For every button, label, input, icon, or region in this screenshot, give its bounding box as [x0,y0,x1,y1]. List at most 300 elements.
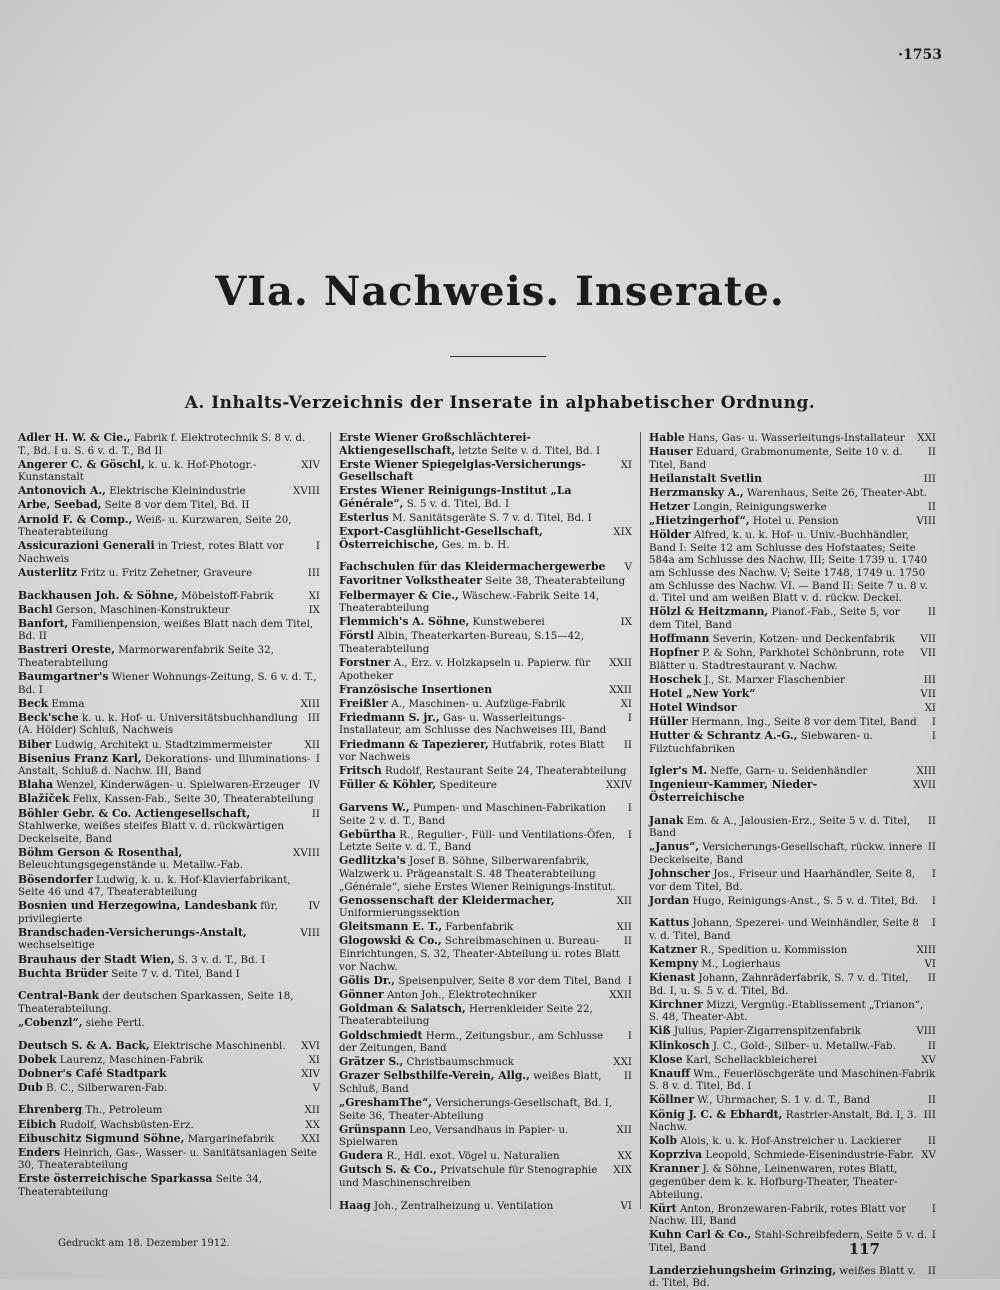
index-entry [649,473,936,486]
entry-volume: XI [620,458,632,471]
entry-name: Goldschmiedt [339,1028,423,1042]
entry-text: Margarinefabrik [184,1132,274,1145]
entry-name: Export-Casglühlicht-Gesellschaft, Österreichische, [339,525,543,551]
entry-volume: II [927,606,936,619]
entry-volume: XI [924,701,936,714]
index-entry [649,1040,936,1053]
entry-name: Genossenschaft der Kleidermacher, [339,893,555,907]
entry-name: Johnscher [649,866,711,880]
entry-name: Kürt [649,1201,677,1215]
entry-volume: I [931,894,936,907]
entry-volume: XII [616,1123,632,1136]
index-entry [649,730,936,755]
entry-text: J. C., Gold-, Silber- u. Metallw.-Fab. [709,1039,896,1052]
index-entry [649,958,936,971]
index-entry [339,855,632,893]
index-entry [18,753,320,778]
entry-name: „GreshamThe“, [339,1096,433,1109]
entry-volume: XXII [609,657,632,669]
entry-name: Buchta Brüder [18,966,108,980]
entry-text: Möbelstoff-Fabrik [177,589,274,602]
entry-text: S. 3 v. d. T., Bd. I [174,953,266,966]
entry-volume: I [931,730,936,743]
entry-name: Knauff [649,1066,690,1080]
index-column-2 [330,431,632,1212]
index-entry [18,1068,320,1081]
entry-name: Assicurazioni Generali [18,539,155,553]
index-entry [339,590,632,615]
entry-text: Karl, Schellackbleicherei [682,1053,817,1066]
title-divider [450,356,546,357]
entry-text: B. C., Silberwaren-Fab. [42,1081,168,1094]
entry-name: Dobek [18,1052,57,1066]
entry-text: Em. & A., Jalousien-Erz., Seite 5 v. d. Titel, Band [649,814,911,840]
index-entry [649,1149,936,1162]
index-entry [649,815,936,840]
index-entry [649,674,936,687]
index-entry [649,895,936,908]
index-entry [18,567,320,580]
index-entry [649,1203,936,1228]
index-entry [339,935,632,973]
entry-name: Gölis Dr., [339,973,396,987]
entry-volume: IV [308,779,320,792]
entry-text: Pumpen- und Maschinen-Fabrikation Seite 2 v. d. T., Band [339,801,607,827]
entry-name: Dub [18,1080,43,1094]
entry-name: Felbermayer & Cie., [339,588,459,602]
entry-text: Warenhaus, Seite 26, Theater-Abt. [743,486,928,499]
index-entry [339,989,632,1002]
entry-name: Grünspann [339,1122,406,1136]
entry-name: Forstner [339,656,391,669]
index-entry [18,459,320,484]
index-entry [339,975,632,988]
entry-name: Brandschaden-Versicherungs-Anstalt, [18,925,247,939]
entry-name: Friedmann & Tapezierer, [339,737,489,751]
entry-name: Friedmann S. jr., [339,710,440,724]
entry-name: Landerziehungsheim Grinzing, [649,1263,837,1277]
entry-volume: XII [616,894,632,907]
entry-name: Koprziva [649,1148,703,1162]
entry-text: Albin, Theaterkarten-Bureau, S.15—42, Theaterabteilung [339,630,584,655]
index-entry [18,900,320,925]
entry-text: Rudolf, Restaurant Seite 24, Theaterabteilung [381,765,627,778]
entry-name: Blaha [18,778,54,792]
entry-name: „Hietzingerhof“, [649,514,750,528]
entry-text: Hans, Gas- u. Wasserleitungs-Installateur [684,432,905,444]
index-entry [339,1056,632,1069]
index-entry [339,765,632,778]
entry-volume: IX [620,616,632,629]
entry-name: Favoritner Volkstheater [339,574,482,588]
entry-name: Kienast [649,971,696,985]
entry-name: Jordan [649,893,690,907]
index-entry [18,874,320,899]
entry-text: Versicherungs-Gesellschaft, rückw. innere Deckelseite, Band [649,841,923,866]
entry-text: Versicherungs-Gesellschaft, Bd. I, Seite 36, Theater-Abteilung [339,1097,613,1122]
index-entry [649,999,936,1024]
entry-text: Severin, Kotzen- und Deckenfabrik [709,632,895,645]
entry-name: Hable [649,431,685,444]
entry-name: Gönner [339,987,384,1001]
entry-text: Uniformierungssektion [339,907,460,920]
entry-name: Erstes Wiener Reinigungs-Institut „La Générale“, [339,484,572,510]
index-entry [18,1017,320,1030]
index-entry [649,1054,936,1067]
index-entry [339,575,632,588]
index-entry [18,1104,320,1117]
entry-text: Mizzi, Vergnüg.-Etablissement „Trianon“, S. 48, Theater-Abt. [649,998,924,1024]
entry-text: Christbaumschmuck [403,1056,514,1069]
entry-name: Beck [18,696,49,710]
entry-text: Leopold, Schmiede-Eisenindustrie-Fabr. [702,1149,914,1162]
index-entry [339,829,632,854]
entry-text: Stahl-Schreibfedern, Seite 5 v. d. Titel, Band [649,1229,928,1254]
entry-name: Biber [18,737,52,751]
index-entry [649,1068,936,1093]
section-subtitle: A. Inhalts-Verzeichnis der Inserate in alphabetischer Ordnung. [184,393,816,413]
entry-volume: VII [920,632,936,645]
index-entry [649,917,936,942]
entry-name: Kuhn Carl & Co., [649,1228,752,1242]
entry-name: Französische Insertionen [339,682,493,696]
entry-volume: I [627,828,632,841]
index-entry [18,514,320,539]
entry-volume: I [931,715,936,728]
entry-volume: XVI [301,1039,320,1052]
entry-volume: XVIII [293,846,320,859]
entry-name: Gebürtha [339,827,397,841]
index-entry [339,684,632,697]
entry-volume: XX [305,1118,320,1131]
index-entry [18,793,320,806]
index-entry [18,1133,320,1146]
entry-text: Elektrische Maschinenbl. [149,1039,286,1052]
index-entry [18,698,320,711]
index-entry [18,927,320,952]
entry-name: Garvens W., [339,800,410,814]
entry-name: Kempny [649,956,699,970]
entry-volume: II [927,500,936,513]
entry-text: Herrenkleider Seite 22, Theaterabteilung [339,1002,593,1028]
entry-text: Weiß- u. Kurzwaren, Seite 20, Theaterabteilung [18,513,292,539]
entry-text: Hotel u. Pension [749,515,839,528]
entry-volume: I [627,1029,632,1042]
entry-name: Klose [649,1052,683,1066]
entry-volume: XXII [609,988,632,1001]
index-entry [18,540,320,565]
entry-volume: XVIII [293,485,320,498]
index-entry [649,1265,936,1290]
entry-text: Ludwig, Architekt u. Stadtzimmermeister [51,738,272,751]
entry-text: Wiener Wohnungs-Zeitung, S. 6 v. d. T., Bd. I [18,671,317,696]
entry-name: Hetzer [649,499,690,513]
entry-name: Kiß [649,1024,671,1038]
entry-volume: XXI [917,432,936,444]
index-entry [18,1147,320,1172]
entry-name: Hopfner [649,646,700,659]
index-entry [649,633,936,646]
entry-volume: VIII [300,926,320,939]
entry-text: Jos., Friseur und Haarhändler, Seite 8, vor dem Titel, Bd. [649,867,916,893]
entry-volume: XIX [613,1164,632,1177]
entry-volume: II [927,841,936,854]
entry-text: Fritz u. Fritz Zehetner, Graveure [77,566,253,579]
entry-volume: XII [616,921,632,934]
entry-text: Hutfabrik, rotes Blatt vor Nachweis [339,738,605,764]
entry-text: A., Maschinen- u. Aufzüge-Fabrik [388,697,566,710]
entry-text: Speisenpulver, Seite 8 vor dem Titel, Band [395,974,621,987]
entry-text: Anton, Bronzewaren-Fabrik, rotes Blatt vor Nachw. III, Band [649,1202,907,1228]
entry-volume: V [624,561,632,574]
entry-name: Kattus [649,916,690,930]
index-entry [649,1025,936,1038]
entry-volume: XXI [613,1056,632,1069]
entry-text: k. u. k. Hof- u. Universitätsbuchhandlung (A. Hölder) Schluß, Nachweis [18,711,298,737]
entry-name: Herzmansky A., [649,485,744,499]
entry-name: Eibuschitz Sigmund Söhne, [18,1131,185,1145]
entry-name: Banfort, [18,616,69,630]
entry-name: Hutter & Schrantz A.-G., [649,729,798,743]
entry-volume: II [623,1070,632,1083]
entry-volume: XIV [301,1067,320,1080]
index-entry [18,1054,320,1067]
entry-volume: VI [620,1199,632,1212]
entry-volume: V [312,1081,320,1094]
entry-name: Freißler [339,696,388,710]
entry-text: Gerson, Maschinen-Konstrukteur [52,603,230,616]
entry-name: Hölzl & Heitzmann, [649,605,769,619]
index-entry [18,644,320,669]
entry-text: Th., Petroleum [82,1104,163,1117]
entry-volume: XIII [916,765,936,778]
index-entry [339,561,632,574]
entry-text: Felix, Kassen-Fab., Seite 30, Theaterabteilung [69,793,314,806]
entry-volume: XV [921,1149,936,1162]
entry-name: „Cobenzl“, [18,1015,83,1029]
page-title: VIa. Nachweis. Inserate. [215,268,785,315]
print-date: Gedruckt am 18. Dezember 1912. [58,1238,230,1249]
index-entry [18,432,320,457]
index-entry [649,1109,936,1134]
entry-name: Hölder [649,528,691,542]
entry-text: Seite 34, Theaterabteilung [18,1173,263,1198]
entry-text: Elektrische Kleinindustrie [105,485,246,498]
entry-text: R., Spedition u. Kommission [696,943,848,956]
entry-volume: III [923,1108,936,1121]
entry-name: Gutsch S. & Co., [339,1163,437,1177]
entry-text: Rudolf, Wachsbüsten-Erz. [56,1118,194,1131]
index-entry [339,779,632,792]
entry-name: Beck'sche [18,710,79,724]
index-entry [649,716,936,729]
entry-text: Longin, Reinigungswerke [689,500,827,513]
entry-volume: II [927,1264,936,1277]
index-entry [18,779,320,792]
index-entry [649,944,936,957]
entry-volume: XI [308,589,320,602]
entry-name: Füller & Köhler, [339,778,437,792]
entry-name: Blažíček [18,792,70,806]
entry-text: Eduard, Grabmonumente, Seite 10 v. d. Titel, Band [649,446,903,471]
entry-text: M. Sanitätsgeräte S. 7 v. d. Titel, Bd. I [388,512,592,525]
entry-text: Josef B. Söhne, Silberwarenfabrik, Walzwerk u. Prägeanstalt S. 48 Theaterabteilung „Générale“, siehe Erstes Wiener Reinigungs-Institut. [339,855,616,893]
entry-volume: XII [304,1104,320,1117]
index-entry [339,1003,632,1028]
index-entry [649,529,936,605]
entry-name: Bachl [18,602,53,616]
index-entry [649,432,936,445]
entry-name: Klinkosch [649,1038,710,1052]
entry-volume: XXII [609,683,632,696]
index-entry [339,432,632,457]
entry-name: Arnold F. & Comp., [18,512,133,526]
entry-volume: XVII [913,779,936,792]
entry-volume: III [923,472,936,485]
entry-text: weißes Blatt, Schluß, Band [339,1070,602,1095]
index-entry [339,657,632,682]
entry-volume: I [627,801,632,814]
index-entry [339,512,632,525]
entry-volume: VI [924,957,936,970]
index-entry [18,618,320,643]
index-entry [18,1040,320,1053]
entry-name: Erste österreichische Sparkassa [18,1172,213,1186]
entry-text: Familienpension, weißes Blatt nach dem Titel, Bd. II [18,617,314,643]
entry-name: Angerer C. & Göschl, [18,457,145,471]
index-entry [18,968,320,981]
entry-name: Böhm Gerson & Rosenthal, [18,845,183,859]
index-entry [339,1097,632,1122]
entry-text: Leo, Versandhaus in Papier- u. Spielwaren [339,1123,569,1149]
index-entry [649,1094,936,1107]
index-entry [649,765,936,778]
index-entry [649,779,936,804]
index-entry [339,1150,632,1163]
index-entry [339,485,632,510]
entry-text: Joh., Zentralheizung u. Ventilation [370,1199,554,1212]
index-entry [649,841,936,866]
entry-name: Eibich [18,1117,57,1131]
entry-text: für, privilegierte [18,900,278,925]
entry-text: Heinrich, Gas-, Wasser- u. Sanitätsanlagen Seite 30, Theaterabteilung [18,1146,317,1172]
entry-volume: IX [308,603,320,616]
entry-name: Gedlitzka's [339,854,406,868]
entry-volume: XV [921,1053,936,1066]
entry-name: Esterlus [339,511,389,525]
entry-text: R., Regulier-, Füll- und Ventilations-Öfen, Letzte Seite v. d. T., Band [339,828,616,854]
index-entry [649,868,936,893]
index-entry [18,847,320,872]
entry-volume: I [931,1202,936,1215]
entry-text: Herm., Zeitungsbur., am Schlusse der Zeitungen, Band [339,1029,604,1055]
entry-name: Grätzer S., [339,1055,404,1069]
entry-text: Wm., Feuerlöschgeräte und Maschinen-Fabrik S. 8 v. d. Titel, Bd. I [649,1067,936,1093]
entry-text: Emma [48,697,85,710]
entry-text: Fabrik f. Elektrotechnik S. 8 v. d. T., Bd. I u. S. 6 v. d. T., Bd II [18,432,306,457]
entry-name: Bastreri Oreste, [18,643,115,657]
entry-volume: VIII [916,515,936,528]
entry-name: Hoschek [649,672,702,686]
entry-name: Hotel „New York“ [649,686,756,700]
entry-volume: II [311,807,320,820]
index-entry [339,698,632,711]
index-entry [649,647,936,672]
entry-name: Hotel Windsor [649,700,737,714]
entry-text: J. & Söhne, Leinenwaren, rotes Blatt, gegenüber dem k. k. Hofburg-Theater, Theater-Abteilung. [649,1163,898,1201]
entry-name: Adler H. W. & Cie., [18,431,131,444]
entry-volume: I [315,752,320,765]
index-entry [649,606,936,631]
index-column-1 [18,432,320,1209]
entry-volume: XI [620,697,632,710]
entry-text: siehe Pertl. [82,1016,145,1029]
entry-text: Anton Joh., Elektrotechniker [383,988,537,1001]
entry-text: A., Erz. v. Holzkapseln u. Papierw. für Apotheker [339,657,591,682]
entry-text: Alois, k. u. k. Hof-Anstreicher u. Lackierer [677,1135,902,1148]
entry-name: Hüller [649,714,688,728]
index-entry [649,702,936,715]
index-entry [18,954,320,967]
index-entry [18,1082,320,1095]
entry-name: Backhausen Joh. & Söhne, [18,588,178,602]
entry-name: Ehrenberg [18,1103,83,1117]
index-entry [649,1229,936,1254]
entry-name: Gleitsmann E. T., [339,920,443,934]
index-entry [18,485,320,498]
entry-volume: II [927,1094,936,1107]
entry-name: Erste Wiener Großschlächterei-Aktiengesellschaft, [339,431,532,457]
entry-volume: II [927,972,936,985]
index-entry [339,921,632,934]
entry-name: Haag [339,1198,371,1212]
entry-text: M., Logierhaus [698,957,781,970]
entry-text: Seite 8 vor dem Titel, Bd. II [101,499,250,512]
entry-name: Goldman & Salatsch, [339,1001,466,1015]
entry-text: Dekorations- und Illuminations-Anstalt, Schluß d. Nachw. III, Band [18,752,311,778]
entry-volume: III [307,711,320,724]
index-entry [649,1163,936,1201]
index-entry [339,739,632,764]
entry-text: Farbenfabrik [442,921,514,934]
entry-name: Arbe, Seebad, [18,498,102,512]
entry-text: Gas- u. Wasserleitungs-Installateur, am Schlusse des Nachweises III, Band [339,711,607,737]
entry-text: Marmorwarenfabrik Seite 32, Theaterabteilung [18,644,274,669]
entry-volume: XI [308,1053,320,1066]
entry-name: Hoffmann [649,631,710,645]
page-number-bottom: 117 [848,1240,880,1258]
entry-text: Julius, Papier-Zigarrenspitzenfabrik [670,1025,861,1038]
entry-name: Enders [18,1145,61,1159]
entry-name: Kirchner [649,997,704,1011]
entry-text: Ludwig, k. u. k. Hof-Klavierfabrikant, Seite 46 und 47, Theaterabteilung [18,873,291,899]
index-entry [339,526,632,551]
index-entry [649,972,936,997]
entry-name: Köllner [649,1093,694,1107]
entry-text: Wäschew.-Fabrik Seite 14, Theaterabteilung [339,589,600,615]
index-entry [18,739,320,752]
entry-text: in Triest, rotes Blatt vor Nachweis [18,540,284,565]
entry-volume: II [623,935,632,948]
entry-volume: VII [920,687,936,700]
entry-text: Ges. m. b. H. [438,538,510,551]
index-entry [18,1173,320,1198]
index-entry [18,990,320,1015]
index-entry [339,802,632,827]
entry-text: Spediteure [436,779,497,792]
entry-text: Hermann, Ing., Seite 8 vor dem Titel, Band [687,715,917,728]
entry-text: Stahlwerke, weißes steifes Blatt v. d. rückwärtigen Deckelseite, Band [18,820,284,845]
